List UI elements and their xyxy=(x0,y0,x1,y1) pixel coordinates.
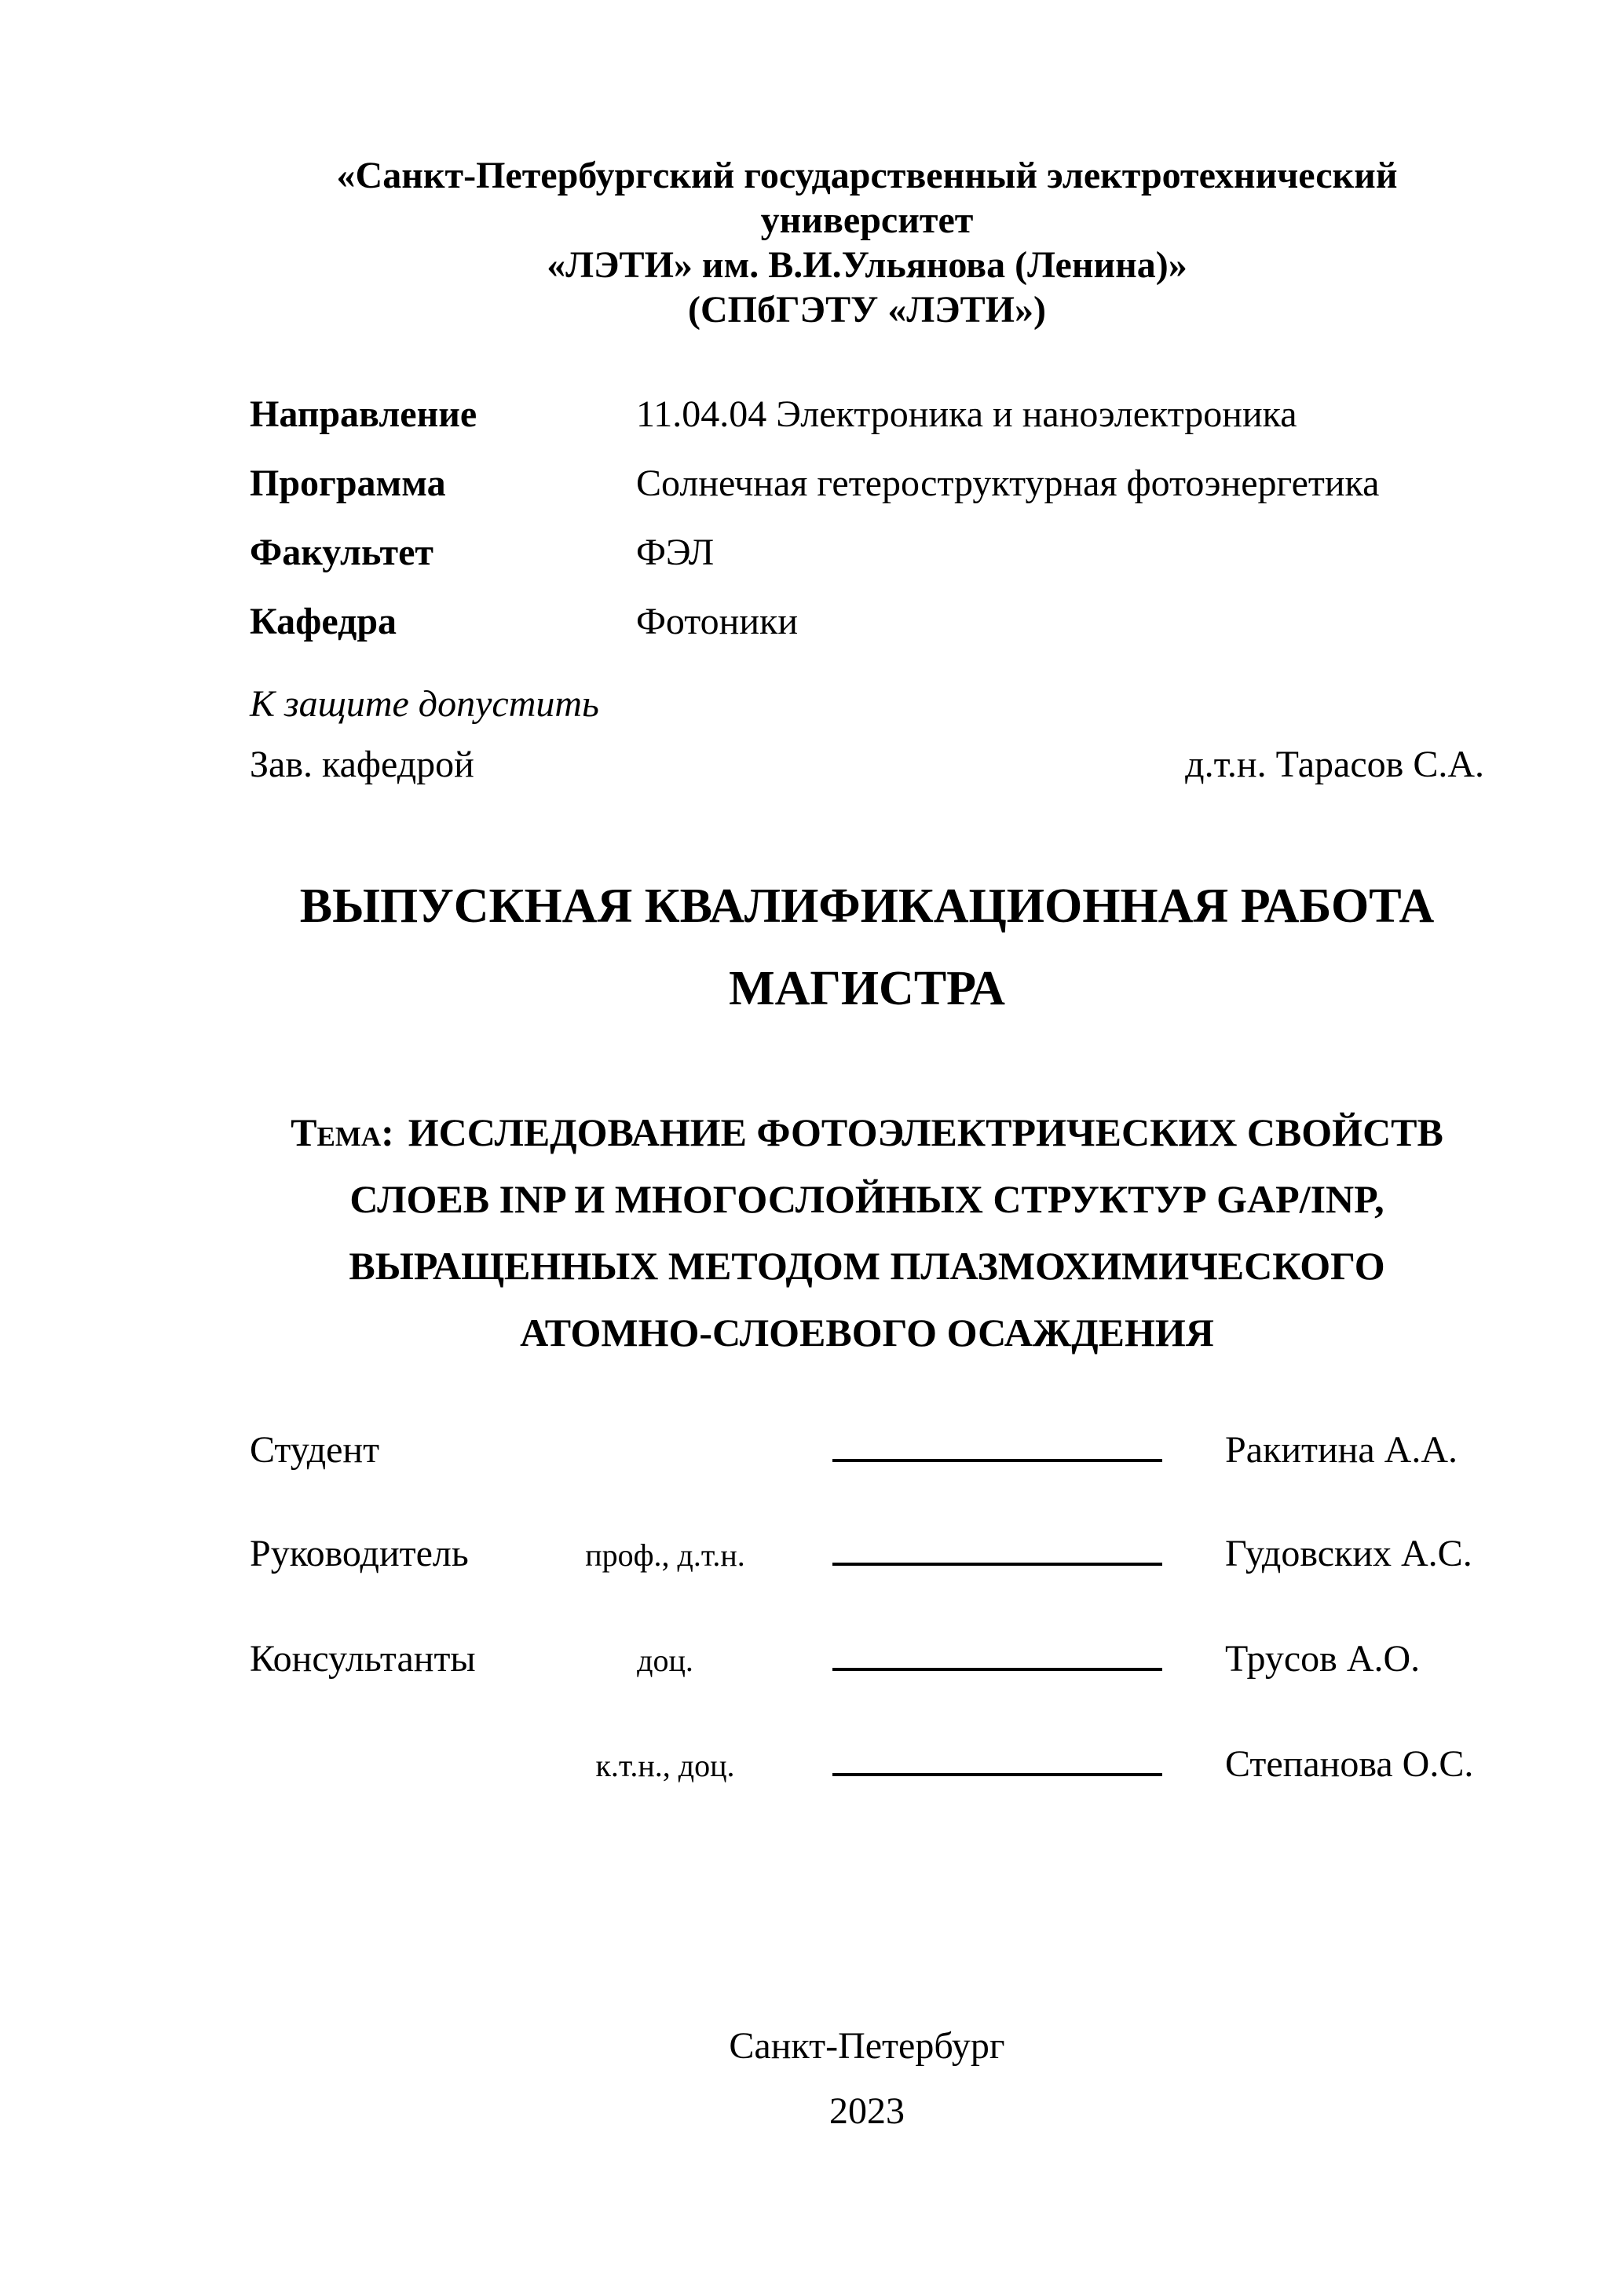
department-head-label: Зав. кафедрой xyxy=(250,744,474,785)
student-name: Ракитина А.А. xyxy=(1225,1429,1458,1471)
signature-line xyxy=(832,1459,1162,1462)
signature-row-supervisor xyxy=(250,1534,1484,1575)
signature-line xyxy=(832,1563,1162,1566)
theme-text: ИССЛЕДОВАНИЕ ФОТОЭЛЕКТРИЧЕСКИХ СВОЙСТВ СЛОЕВ INP И МНОГОСЛОЙНЫХ СТРУКТУР GAP/INP, ВЫРАЩЕННЫХ МЕТОДОМ ПЛАЗМОХИМИЧЕСКОГО АТОМНО-СЛОЕВОГО ОСАЖДЕНИЯ xyxy=(349,1110,1443,1355)
signature-row-student xyxy=(250,1431,1484,1470)
university-header xyxy=(250,153,1484,332)
consultants-role-label: Консультанты xyxy=(250,1638,476,1680)
detail-row-direction xyxy=(250,395,1484,434)
supervisor-degree: проф., д.т.н. xyxy=(585,1537,745,1573)
supervisor-name: Гудовских А.С. xyxy=(1225,1533,1472,1574)
signature-line xyxy=(832,1773,1162,1776)
signature-row-consultant-2 xyxy=(250,1745,1484,1786)
faculty-value: ФЭЛ xyxy=(636,532,715,573)
university-name-line3: (СПбГЭТУ «ЛЭТИ») xyxy=(688,289,1046,331)
university-name-line1: «Санкт-Петербургский государственный электротехнический университет xyxy=(336,155,1398,241)
signature-block xyxy=(250,1431,1484,1786)
department-label: Кафедра xyxy=(250,601,397,642)
direction-label: Направление xyxy=(250,393,477,435)
work-title-line1: ВЫПУСКНАЯ КВАЛИФИКАЦИОННАЯ РАБОТА xyxy=(299,879,1435,933)
university-name-line2: «ЛЭТИ» им. В.И.Ульянова (Ленина)» xyxy=(547,244,1187,286)
work-title xyxy=(250,865,1484,1030)
consultant-1-degree: доц. xyxy=(637,1643,693,1678)
detail-row-program xyxy=(250,464,1484,503)
department-value: Фотоники xyxy=(636,601,799,642)
consultant-1-name: Трусов А.О. xyxy=(1225,1638,1421,1680)
department-head-name: д.т.н. Тарасов С.А. xyxy=(1185,744,1484,785)
supervisor-role-label: Руководитель xyxy=(250,1533,469,1574)
program-details xyxy=(250,395,1484,642)
signature-line xyxy=(832,1668,1162,1671)
consultant-2-name: Степанова О.С. xyxy=(1225,1743,1474,1785)
footer-year: 2023 xyxy=(829,2090,905,2132)
page-footer xyxy=(250,2013,1484,2144)
faculty-label: Факультет xyxy=(250,532,433,573)
direction-value: 11.04.04 Электроника и наноэлектроника xyxy=(636,393,1297,435)
footer-city: Санкт-Петербург xyxy=(729,2025,1005,2067)
department-head-row xyxy=(250,745,1484,784)
program-value: Солнечная гетероструктурная фотоэнергетика xyxy=(636,462,1380,504)
admission-permit-line: К защите допустить xyxy=(250,683,599,725)
signature-row-consultant-1 xyxy=(250,1640,1484,1680)
consultant-2-degree: к.т.н., доц. xyxy=(595,1748,735,1783)
student-role-label: Студент xyxy=(250,1429,380,1471)
work-title-line2: МАГИСТРА xyxy=(729,962,1005,1015)
detail-row-faculty xyxy=(250,533,1484,572)
detail-row-department xyxy=(250,602,1484,642)
theme-label: Тема: xyxy=(291,1110,394,1154)
program-label: Программа xyxy=(250,462,446,504)
thesis-theme xyxy=(250,1099,1484,1366)
